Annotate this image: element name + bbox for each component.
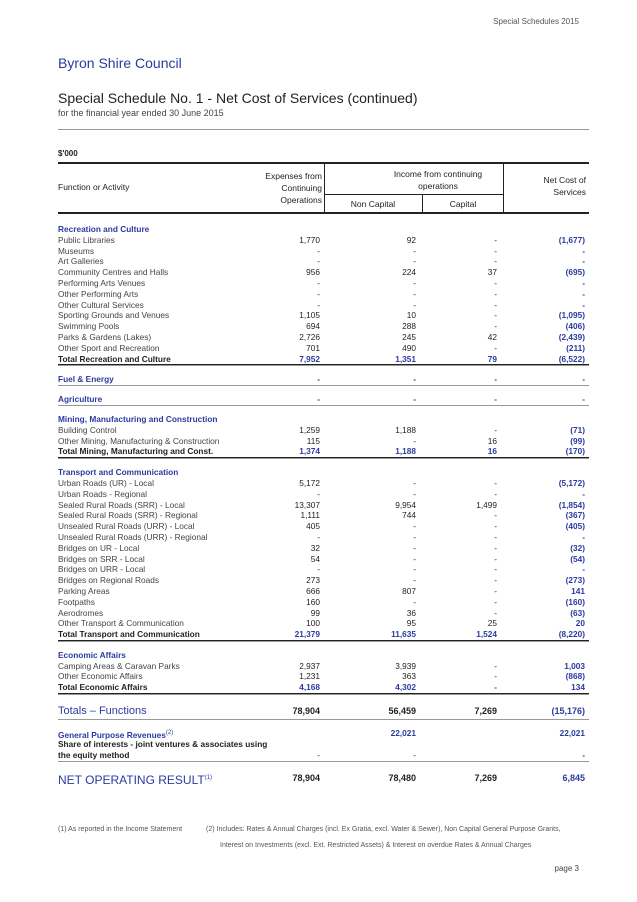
table-row bbox=[58, 521, 589, 532]
cell-c: 7,269 bbox=[474, 706, 497, 717]
row-label: Camping Areas & Caravan Parks bbox=[58, 660, 180, 671]
cell-e: 1,111 bbox=[300, 510, 320, 521]
cell-net: (15,176) bbox=[551, 706, 585, 717]
table-row bbox=[58, 608, 589, 619]
cell-e: 1,259 bbox=[299, 424, 320, 435]
cell-nc: - bbox=[413, 435, 416, 446]
table-row bbox=[58, 543, 589, 554]
section-heading bbox=[58, 467, 589, 478]
col-function: Function or Activity bbox=[58, 182, 130, 192]
cell-nc: 3,939 bbox=[395, 660, 416, 671]
cell-c: - bbox=[494, 234, 497, 245]
cell-c: - bbox=[494, 564, 497, 575]
cell-e: - bbox=[317, 749, 320, 760]
cell-net: (63) bbox=[570, 607, 585, 618]
cell-e: - bbox=[317, 245, 320, 256]
cell-nc: - bbox=[413, 277, 416, 288]
cell-c: - bbox=[494, 682, 497, 693]
cell-net: (1,095) bbox=[558, 310, 585, 321]
row-label: Bridges on Regional Roads bbox=[58, 575, 160, 586]
cell-e: - bbox=[317, 288, 320, 299]
row-label: Agriculture bbox=[58, 394, 103, 405]
cell-e: 405 bbox=[306, 521, 320, 532]
cell-c: - bbox=[494, 671, 497, 682]
row-label: General Purpose Revenues$^{(2)}$ bbox=[58, 729, 174, 740]
cell-net: (6,522) bbox=[558, 353, 585, 364]
cell-nc: - bbox=[413, 575, 416, 586]
row-label: Sporting Grounds and Venues bbox=[58, 310, 170, 321]
cell-net: (2,439) bbox=[558, 331, 585, 342]
cell-nc: 22,021 bbox=[390, 728, 416, 739]
cell-c: 16 bbox=[487, 435, 497, 446]
row-divider bbox=[58, 694, 589, 703]
cell-nc: 11,635 bbox=[391, 629, 416, 640]
cell-net: - bbox=[582, 245, 585, 256]
row-label: Aerodromes bbox=[58, 607, 104, 618]
cell-c: - bbox=[494, 299, 497, 310]
cell-nc: - bbox=[413, 564, 416, 575]
row-label: Urban Roads (UR) - Local bbox=[58, 477, 154, 488]
cell-net: 134 bbox=[571, 682, 585, 693]
col-net-cost: Net Cost of Services bbox=[543, 175, 586, 197]
cell-c: - bbox=[494, 424, 497, 435]
row-label: Bridges on URR - Local bbox=[58, 564, 146, 575]
cell-e: 32 bbox=[310, 542, 320, 553]
table-row bbox=[58, 300, 589, 311]
row-label: Urban Roads - Regional bbox=[58, 488, 148, 499]
cell-c: - bbox=[494, 310, 497, 321]
cell-e: 701 bbox=[306, 342, 320, 353]
cell-c: - bbox=[494, 245, 497, 256]
cell-nc: 95 bbox=[406, 618, 416, 629]
table-row bbox=[58, 332, 589, 343]
table-row bbox=[58, 532, 589, 543]
table-row bbox=[58, 564, 589, 575]
row-label: Other Economic Affairs bbox=[58, 671, 143, 682]
table-row bbox=[58, 321, 589, 332]
cell-net: (160) bbox=[565, 596, 585, 607]
cell-net: 1,003 bbox=[564, 660, 585, 671]
row-label: Bridges on SRR - Local bbox=[58, 553, 145, 564]
cell-net: (405) bbox=[565, 521, 585, 532]
cell-e: - bbox=[317, 256, 320, 267]
table-row bbox=[58, 739, 589, 761]
row-divider bbox=[58, 719, 589, 728]
table-row bbox=[58, 289, 589, 300]
row-label: Unsealed Rural Roads (URR) - Regional bbox=[58, 531, 208, 542]
table-row bbox=[58, 671, 589, 682]
cell-nc: 92 bbox=[406, 234, 416, 245]
footnote-1: (1) As reported in the Income Statement bbox=[58, 826, 183, 833]
cell-nc: 10 bbox=[406, 310, 416, 321]
cell-net: 141 bbox=[571, 585, 585, 596]
cell-e: 160 bbox=[306, 596, 320, 607]
row-label: Total Economic Affairs bbox=[58, 682, 148, 693]
row-label: Community Centres and Halls bbox=[58, 267, 169, 278]
cell-e: 78,904 bbox=[292, 706, 320, 717]
row-label: Total Mining, Manufacturing and Const. bbox=[58, 446, 214, 457]
cell-e: 100 bbox=[306, 618, 320, 629]
row-label: Museums bbox=[58, 245, 94, 256]
table-row bbox=[58, 246, 589, 257]
cell-e: 1,105 bbox=[299, 310, 320, 321]
cell-e: 2,726 bbox=[299, 331, 320, 342]
row-label: Building Control bbox=[58, 424, 117, 435]
row-label: Art Galleries bbox=[58, 256, 104, 267]
row-label: Other Cultural Services bbox=[58, 299, 144, 310]
cell-e: - bbox=[317, 564, 320, 575]
cell-net: (71) bbox=[570, 424, 585, 435]
cell-net: (5,172) bbox=[558, 477, 585, 488]
cell-c: - bbox=[494, 477, 497, 488]
cell-c: - bbox=[494, 596, 497, 607]
cell-net: (8,220) bbox=[558, 629, 585, 640]
row-label: Total Transport and Communication bbox=[58, 629, 200, 640]
row-label: Mining, Manufacturing and Construction bbox=[58, 413, 218, 424]
cell-net: - bbox=[582, 299, 585, 310]
table-row bbox=[58, 310, 589, 321]
total-row bbox=[58, 629, 589, 641]
cell-c: - bbox=[494, 553, 497, 564]
section-heading bbox=[58, 224, 589, 235]
cell-e: 694 bbox=[306, 321, 320, 332]
cell-nc: 744 bbox=[402, 510, 416, 521]
cell-e: 54 bbox=[310, 553, 320, 564]
cell-e: 99 bbox=[310, 607, 320, 618]
cell-nc: 363 bbox=[402, 671, 416, 682]
cell-e: 1,374 bbox=[299, 446, 320, 457]
row-divider bbox=[58, 761, 589, 770]
cell-net: (367) bbox=[565, 510, 585, 521]
cell-c: - bbox=[494, 342, 497, 353]
cell-net: - bbox=[582, 749, 585, 760]
cell-nc: 245 bbox=[402, 331, 416, 342]
table-row bbox=[58, 256, 589, 267]
col-income: Income from continuing operations bbox=[393, 169, 483, 191]
table-row bbox=[58, 575, 589, 586]
cell-nc: - bbox=[413, 256, 416, 267]
cell-net: - bbox=[582, 564, 585, 575]
cell-c: 1,499 bbox=[476, 499, 497, 510]
cell-nc: - bbox=[413, 477, 416, 488]
table-row bbox=[58, 661, 589, 672]
cell-nc: 1,188 bbox=[395, 446, 416, 457]
row-label: Other Mining, Manufacturing & Construction bbox=[58, 435, 220, 446]
page-number: page 3 bbox=[554, 864, 579, 873]
cell-c: - bbox=[494, 374, 497, 385]
row-label: Swimming Pools bbox=[58, 321, 120, 332]
cell-c: 7,269 bbox=[474, 772, 497, 783]
col-expenses: Expenses from Continuing Operations bbox=[265, 171, 322, 205]
table-row bbox=[58, 343, 589, 354]
cell-net: (211) bbox=[566, 342, 585, 353]
cell-nc: 36 bbox=[406, 607, 416, 618]
cell-e: 273 bbox=[306, 575, 320, 586]
cell-e: - bbox=[317, 531, 320, 542]
table-row bbox=[58, 597, 589, 608]
cell-c: - bbox=[494, 585, 497, 596]
cell-nc: - bbox=[413, 749, 416, 760]
cell-c: - bbox=[494, 288, 497, 299]
section-heading bbox=[58, 414, 589, 425]
cell-nc: - bbox=[413, 288, 416, 299]
table-row bbox=[58, 436, 589, 447]
cell-e: 4,168 bbox=[299, 682, 320, 693]
footnote-2: (2) Includes: Rates & Annual Charges (incl. Ex Gratia, excl. Water & Sewer), Non Capital General Purpose Grants, bbox=[206, 826, 561, 833]
cell-nc: - bbox=[413, 553, 416, 564]
cell-nc: - bbox=[413, 488, 416, 499]
cell-net: (1,854) bbox=[558, 499, 585, 510]
row-label: Unsealed Rural Roads (URR) - Local bbox=[58, 521, 195, 532]
table-row bbox=[58, 770, 589, 786]
cell-e: - bbox=[317, 394, 320, 405]
cell-nc: - bbox=[413, 596, 416, 607]
row-label: Other Transport & Communication bbox=[58, 618, 184, 629]
row-label: Total Recreation and Culture bbox=[58, 353, 171, 364]
row-label: Performing Arts Venues bbox=[58, 277, 146, 288]
cell-nc: - bbox=[413, 394, 416, 405]
cell-e: 1,231 bbox=[299, 671, 320, 682]
cell-c: - bbox=[494, 660, 497, 671]
table-row bbox=[58, 728, 589, 739]
cell-nc: 288 bbox=[402, 321, 416, 332]
cell-net: - bbox=[582, 277, 585, 288]
cell-c: - bbox=[494, 394, 497, 405]
page-subtitle: for the financial year ended 30 June 2015 bbox=[58, 108, 224, 118]
cell-c: - bbox=[494, 321, 497, 332]
cell-e: 78,904 bbox=[292, 772, 320, 783]
cell-e: 21,379 bbox=[294, 629, 320, 640]
cell-net: - bbox=[582, 288, 585, 299]
cell-c: - bbox=[494, 531, 497, 542]
council-name: Byron Shire Council bbox=[58, 55, 182, 71]
cell-net: - bbox=[582, 488, 585, 499]
cell-c: - bbox=[494, 575, 497, 586]
table-row bbox=[58, 267, 589, 278]
cell-nc: 1,188 bbox=[395, 424, 416, 435]
cell-c: 16 bbox=[487, 446, 497, 457]
cell-nc: 56,459 bbox=[388, 706, 416, 717]
cell-net: (1,677) bbox=[558, 234, 585, 245]
cell-c: 42 bbox=[487, 331, 497, 342]
cell-e: 7,952 bbox=[299, 353, 320, 364]
cell-net: (273) bbox=[565, 575, 585, 586]
cell-nc: - bbox=[413, 531, 416, 542]
total-row bbox=[58, 354, 589, 366]
row-divider bbox=[58, 385, 589, 394]
cell-net: 22,021 bbox=[559, 728, 585, 739]
table-row bbox=[58, 554, 589, 565]
cell-nc: 4,302 bbox=[395, 682, 416, 693]
row-divider bbox=[58, 458, 589, 467]
row-label: Bridges on UR - Local bbox=[58, 542, 140, 553]
cell-e: 13,307 bbox=[294, 499, 320, 510]
cell-nc: - bbox=[413, 374, 416, 385]
cell-net: (99) bbox=[570, 435, 585, 446]
cell-net: (170) bbox=[565, 446, 585, 457]
table-row bbox=[58, 489, 589, 500]
title-divider bbox=[58, 129, 589, 130]
cell-c: - bbox=[494, 521, 497, 532]
cell-nc: 1,351 bbox=[395, 353, 416, 364]
table-row bbox=[58, 394, 589, 405]
cell-net: (32) bbox=[570, 542, 585, 553]
cell-e: 5,172 bbox=[299, 477, 320, 488]
row-divider bbox=[58, 641, 589, 650]
cell-e: - bbox=[317, 299, 320, 310]
table-row bbox=[58, 586, 589, 597]
row-label: Transport and Communication bbox=[58, 467, 179, 478]
cell-net: (868) bbox=[565, 671, 585, 682]
row-label: Footpaths bbox=[58, 596, 95, 607]
cell-c: 37 bbox=[487, 267, 497, 278]
table-row bbox=[58, 235, 589, 246]
cell-e: 1,770 bbox=[299, 234, 320, 245]
col-capital: Capital bbox=[449, 199, 477, 209]
row-label: Other Performing Arts bbox=[58, 288, 139, 299]
cell-c: - bbox=[494, 277, 497, 288]
row-label: Parking Areas bbox=[58, 585, 110, 596]
cell-nc: - bbox=[413, 299, 416, 310]
table-row bbox=[58, 478, 589, 489]
row-label: Other Sport and Recreation bbox=[58, 342, 160, 353]
cell-c: 79 bbox=[487, 353, 497, 364]
row-divider bbox=[58, 365, 589, 374]
row-label: Recreation and Culture bbox=[58, 224, 150, 234]
cell-c: - bbox=[494, 607, 497, 618]
cell-c: - bbox=[494, 542, 497, 553]
row-label: Fuel & Energy bbox=[58, 374, 114, 385]
cell-c: 25 bbox=[487, 618, 497, 629]
section-heading bbox=[58, 650, 589, 661]
row-label: Sealed Rural Roads (SRR) - Local bbox=[58, 499, 185, 510]
row-label: Sealed Rural Roads (SRR) - Regional bbox=[58, 510, 198, 521]
cell-net: (406) bbox=[565, 321, 585, 332]
total-row bbox=[58, 446, 589, 458]
row-label: NET OPERATING RESULT$^{(1)}$ bbox=[58, 772, 213, 787]
cell-nc: 490 bbox=[402, 342, 416, 353]
table-header bbox=[58, 162, 589, 214]
cell-nc: - bbox=[413, 521, 416, 532]
row-divider bbox=[58, 405, 589, 414]
cell-c: - bbox=[494, 256, 497, 267]
cell-net: - bbox=[582, 374, 585, 385]
cell-nc: 224 bbox=[402, 267, 416, 278]
col-non-capital: Non Capital bbox=[350, 199, 396, 209]
table-row bbox=[58, 703, 589, 719]
table-row bbox=[58, 510, 589, 521]
cell-e: - bbox=[317, 488, 320, 499]
units-label: $'000 bbox=[58, 149, 78, 158]
table-body bbox=[58, 224, 589, 786]
table-row bbox=[58, 618, 589, 629]
cell-net: 20 bbox=[575, 618, 585, 629]
table-row bbox=[58, 500, 589, 511]
document-header: Special Schedules 2015 bbox=[493, 17, 579, 26]
cell-net: - bbox=[582, 394, 585, 405]
cell-nc: 9,954 bbox=[395, 499, 416, 510]
cell-e: 666 bbox=[306, 585, 320, 596]
cell-e: - bbox=[317, 277, 320, 288]
table-row bbox=[58, 425, 589, 436]
cell-c: - bbox=[494, 510, 497, 521]
cell-nc: 807 bbox=[402, 585, 416, 596]
cell-c: 1,524 bbox=[476, 629, 497, 640]
footnote-2-cont: Interest on Investments (excl. Ext. Restricted Assets) & Interest on overdue Rates & Annual Charges bbox=[220, 842, 532, 849]
row-label: Public Libraries bbox=[58, 234, 115, 245]
row-label: Share of interests - joint ventures & associates using the equity method bbox=[58, 738, 268, 760]
table-row bbox=[58, 278, 589, 289]
cell-nc: - bbox=[413, 542, 416, 553]
cell-net: (54) bbox=[570, 553, 585, 564]
cell-net: 6,845 bbox=[562, 772, 585, 783]
cell-net: (695) bbox=[565, 267, 585, 278]
page-title: Special Schedule No. 1 - Net Cost of Services (continued) bbox=[58, 90, 418, 106]
cell-e: 115 bbox=[306, 435, 320, 446]
row-label: Economic Affairs bbox=[58, 649, 126, 660]
cell-e: 956 bbox=[306, 267, 320, 278]
row-label: Totals – Functions bbox=[58, 705, 147, 718]
table-row bbox=[58, 374, 589, 385]
cell-net: - bbox=[582, 256, 585, 267]
cell-c: - bbox=[494, 488, 497, 499]
cell-net: - bbox=[582, 531, 585, 542]
cell-e: 2,937 bbox=[299, 660, 320, 671]
cell-nc: - bbox=[413, 245, 416, 256]
row-label: Parks & Gardens (Lakes) bbox=[58, 331, 152, 342]
cell-nc: 78,480 bbox=[388, 772, 416, 783]
cell-e: - bbox=[317, 374, 320, 385]
total-row bbox=[58, 682, 589, 694]
